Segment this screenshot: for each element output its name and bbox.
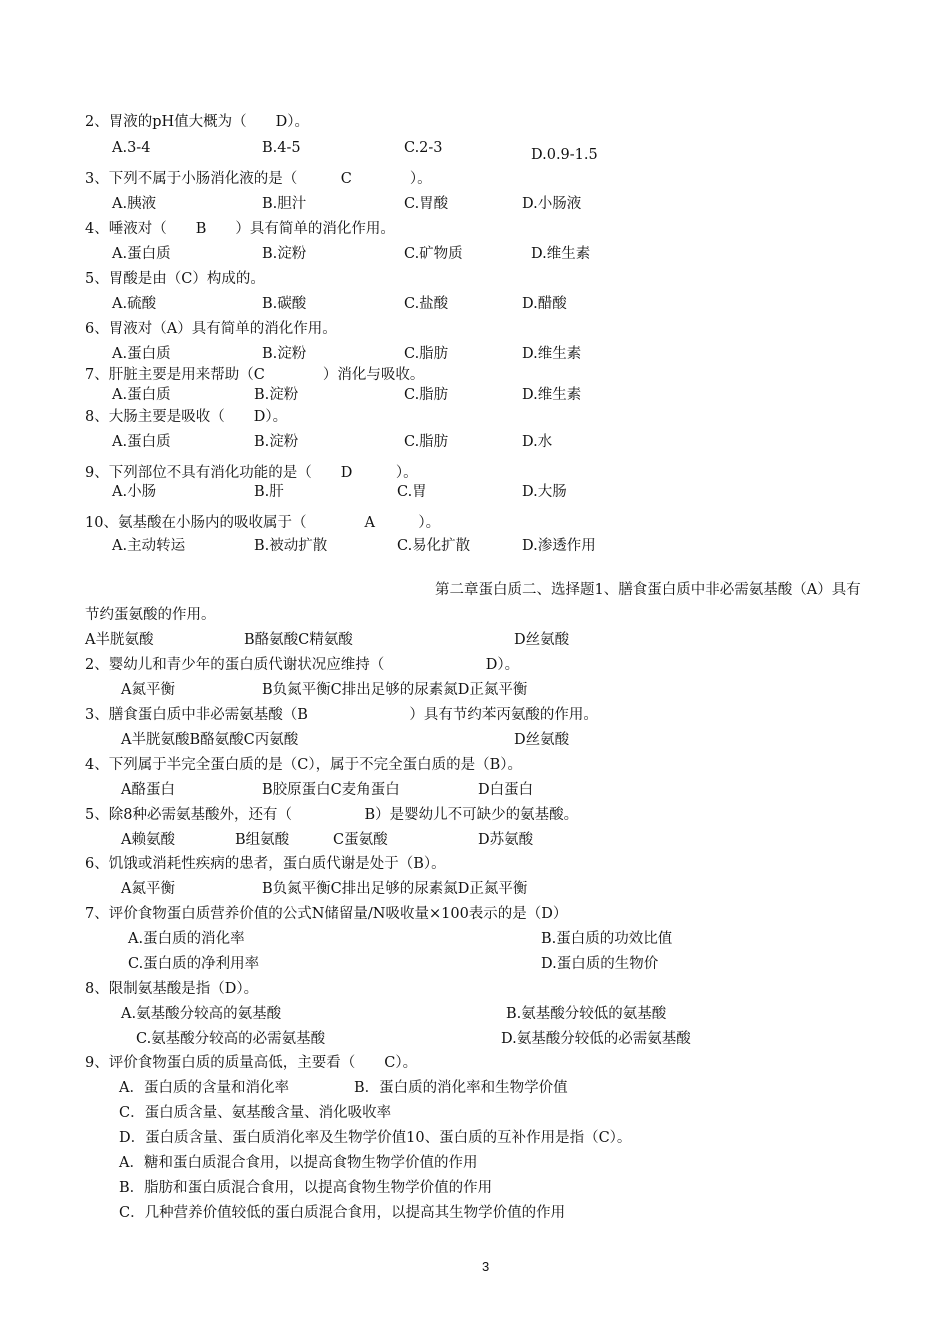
- c2q9-stem: 9、评价食物蛋白质的质量高低，主要看（ C）。: [85, 1055, 418, 1071]
- q6-option-c: C.脂肪: [404, 346, 449, 362]
- c2q4-option-bc: B胶原蛋白C麦角蛋白: [262, 782, 400, 798]
- q10-option-c: C.易化扩散: [397, 538, 471, 554]
- c2q9-option-b: B．蛋白质的消化率和生物学价值: [354, 1080, 568, 1096]
- chapter2-heading: 第二章蛋白质二、选择题1、膳食蛋白质中非必需氨基酸（A）具有: [435, 582, 861, 598]
- chapter2-heading-cont: 节约蛋氨酸的作用。: [85, 607, 216, 623]
- c2q9-option-a: A．蛋白质的含量和消化率: [119, 1080, 289, 1096]
- q3-option-a: A.胰液: [112, 196, 157, 212]
- q7-stem: 7、肝脏主要是用来帮助（C ）消化与吸收。: [85, 367, 425, 383]
- c2q2-option-bcd: B负氮平衡C排出足够的尿素氮D正氮平衡: [262, 682, 528, 698]
- c2q2-stem: 2、婴幼儿和青少年的蛋白质代谢状况应维持（ D）。: [85, 657, 520, 673]
- page-number: 3: [482, 1259, 490, 1274]
- q8-option-b: B.淀粉: [254, 434, 299, 450]
- q3-option-c: C.胃酸: [404, 196, 449, 212]
- q10-option-a: A.主动转运: [112, 538, 186, 554]
- q9-option-a: A.小肠: [112, 484, 157, 500]
- c2q8-option-a: A.氨基酸分较高的氨基酸: [121, 1006, 282, 1022]
- c2q6-option-bcd: B负氮平衡C排出足够的尿素氮D正氮平衡: [262, 881, 528, 897]
- q9-option-b: B.肝: [254, 484, 284, 500]
- c2q3-option-abc: A半胱氨酸B酪氨酸C丙氨酸: [121, 732, 299, 748]
- q5-option-b: B.碳酸: [262, 296, 307, 312]
- c2q7-option-d: D.蛋白质的生物价: [541, 956, 659, 972]
- q4-stem: 4、唾液对（ B ）具有简单的消化作用。: [85, 221, 395, 237]
- c2q10-option-c: C．几种营养价值较低的蛋白质混合食用，以提高其生物学价值的作用: [119, 1205, 566, 1221]
- q4-option-d: D.维生素: [531, 246, 591, 262]
- q3-option-d: D.小肠液: [522, 196, 582, 212]
- q6-option-b: B.淀粉: [262, 346, 307, 362]
- q2-option-b: B.4-5: [262, 140, 301, 156]
- q5-stem: 5、胃酸是由（C）构成的。: [85, 271, 265, 287]
- c2q8-option-d: D.氨基酸分较低的必需氨基酸: [501, 1031, 691, 1047]
- c2q10-option-b: B．脂肪和蛋白质混合食用，以提高食物生物学价值的作用: [119, 1180, 493, 1196]
- q4-option-a: A.蛋白质: [112, 246, 171, 262]
- q7-option-d: D.维生素: [522, 387, 582, 403]
- c2q9-option-d: D．蛋白质含量、蛋白质消化率及生物学价值10、蛋白质的互补作用是指（C）。: [119, 1130, 632, 1146]
- c2q1-option-bc: B酪氨酸C精氨酸: [244, 632, 353, 648]
- q5-option-c: C.盐酸: [404, 296, 449, 312]
- c2q4-stem: 4、下列属于半完全蛋白质的是（C），属于不完全蛋白质的是（B）。: [85, 757, 522, 773]
- c2q10-option-a: A．糖和蛋白质混合食用，以提高食物生物学价值的作用: [119, 1155, 478, 1171]
- c2q6-stem: 6、饥饿或消耗性疾病的患者，蛋白质代谢是处于（B）。: [85, 856, 446, 872]
- c2q1-option-d: D丝氨酸: [514, 632, 570, 648]
- q10-stem: 10、氨基酸在小肠内的吸收属于（ A ）。: [85, 515, 441, 531]
- q2-option-d: D.0.9-1.5: [531, 147, 598, 163]
- q9-stem: 9、下列部位不具有消化功能的是（ D ）。: [85, 465, 418, 481]
- q4-option-b: B.淀粉: [262, 246, 307, 262]
- c2q5-option-a: A赖氨酸: [121, 832, 175, 848]
- q8-option-c: C.脂肪: [404, 434, 449, 450]
- q4-option-c: C.矿物质: [404, 246, 463, 262]
- q7-option-b: B.淀粉: [254, 387, 299, 403]
- c2q5-option-d: D苏氨酸: [478, 832, 534, 848]
- c2q7-option-a: A.蛋白质的消化率: [128, 931, 245, 947]
- c2q3-stem: 3、膳食蛋白质中非必需氨基酸（B ）具有节约苯丙氨酸的作用。: [85, 707, 598, 723]
- c2q5-stem: 5、除8种必需氨基酸外，还有（ B）是婴幼儿不可缺少的氨基酸。: [85, 807, 579, 823]
- c2q2-option-a: A氮平衡: [121, 682, 175, 698]
- c2q6-option-a: A氮平衡: [121, 881, 175, 897]
- c2q5-option-c: C蛋氨酸: [333, 832, 388, 848]
- c2q7-option-b: B.蛋白质的功效比值: [541, 931, 673, 947]
- c2q7-option-c: C.蛋白质的净利用率: [128, 956, 260, 972]
- q2-option-c: C.2-3: [404, 140, 443, 156]
- q8-option-a: A.蛋白质: [112, 434, 171, 450]
- c2q8-option-b: B.氨基酸分较低的氨基酸: [506, 1006, 667, 1022]
- q10-option-d: D.渗透作用: [522, 538, 596, 554]
- q8-option-d: D.水: [522, 434, 553, 450]
- q8-stem: 8、大肠主要是吸收（ D）。: [85, 409, 288, 425]
- c2q1-option-a: A半胱氨酸: [85, 632, 154, 648]
- q2-option-a: A.3-4: [112, 140, 151, 156]
- c2q3-option-d: D丝氨酸: [514, 732, 570, 748]
- q7-option-a: A.蛋白质: [112, 387, 171, 403]
- c2q5-option-b: B组氨酸: [235, 832, 290, 848]
- c2q4-option-a: A酪蛋白: [121, 782, 175, 798]
- q10-option-b: B.被动扩散: [254, 538, 328, 554]
- q6-option-a: A.蛋白质: [112, 346, 171, 362]
- q9-option-c: C.胃: [397, 484, 427, 500]
- q2-stem: 2、胃液的pH值大概为（ D）。: [85, 114, 310, 130]
- c2q7-stem: 7、评价食物蛋白质营养价值的公式N储留量/N吸收量×100表示的是（D）: [85, 906, 568, 922]
- c2q9-option-c: C．蛋白质含量、氨基酸含量、消化吸收率: [119, 1105, 392, 1121]
- q6-stem: 6、胃液对（A）具有简单的消化作用。: [85, 321, 337, 337]
- q5-option-a: A.硫酸: [112, 296, 157, 312]
- q3-stem: 3、下列不属于小肠消化液的是（ C ）。: [85, 171, 432, 187]
- c2q8-stem: 8、限制氨基酸是指（D）。: [85, 981, 259, 997]
- q3-option-b: B.胆汁: [262, 196, 307, 212]
- c2q8-option-c: C.氨基酸分较高的必需氨基酸: [136, 1031, 326, 1047]
- c2q4-option-d: D白蛋白: [478, 782, 534, 798]
- q9-option-d: D.大肠: [522, 484, 567, 500]
- q6-option-d: D.维生素: [522, 346, 582, 362]
- q5-option-d: D.醋酸: [522, 296, 567, 312]
- q7-option-c: C.脂肪: [404, 387, 449, 403]
